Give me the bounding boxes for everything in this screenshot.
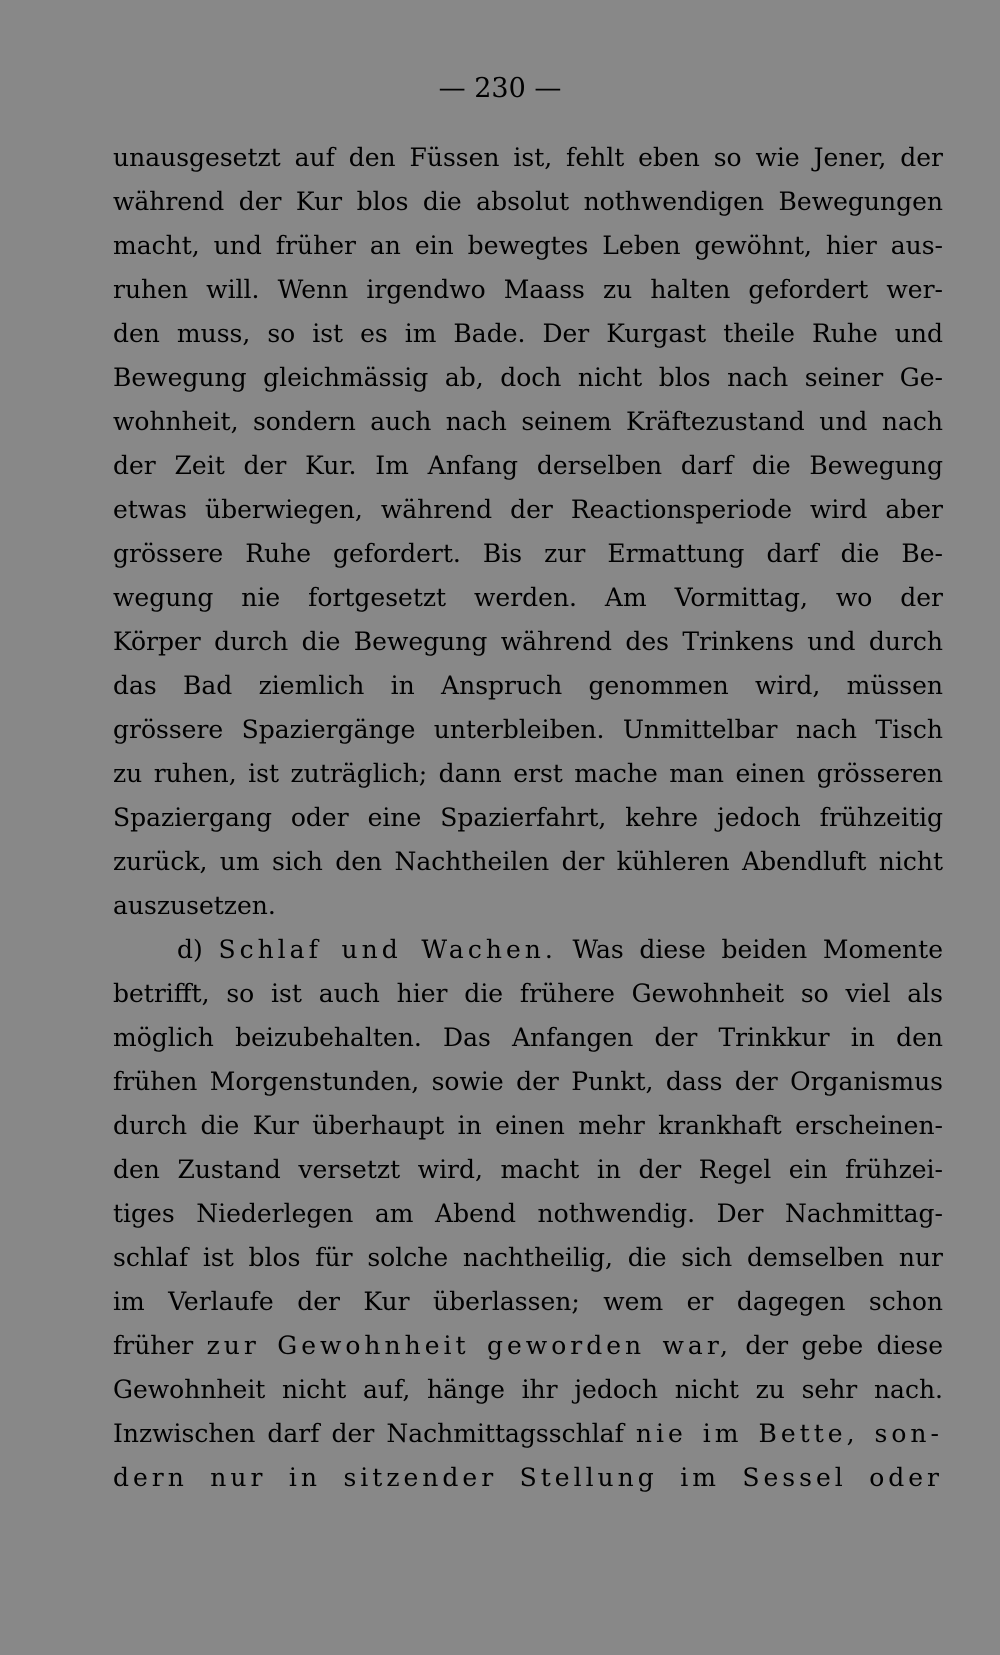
text-line: tiges Niederlegen am Abend nothwendig. Der Nachmittag- — [113, 1199, 943, 1228]
text-line-section-start — [113, 928, 943, 972]
paragraph-activity — [113, 136, 943, 928]
text-line: Bewegung gleichmässig ab, doch nicht blos nach seiner Ge- — [113, 363, 943, 392]
text-line: auszusetzen. — [113, 891, 276, 920]
text-line: den Zustand versetzt wird, macht in der Regel ein frühzei- — [113, 1155, 943, 1184]
text-line: wohnheit, sondern auch nach seinem Kräftezustand und nach — [113, 407, 943, 436]
text-line: frühen Morgenstunden, sowie der Punkt, dass der Organismus — [113, 1067, 943, 1096]
text-line: betrifft, so ist auch hier die frühere Gewohnheit so viel als — [113, 979, 943, 1008]
text-line: während der Kur blos die absolut nothwendigen Bewegungen — [113, 187, 943, 216]
text-line-spaced: dern nur in sitzender Stellung im Sessel oder — [113, 1463, 943, 1492]
page-number: — 230 — — [438, 73, 562, 104]
text-line: im Verlaufe der Kur überlassen; wem er dagegen schon — [113, 1287, 943, 1316]
text-line: grössere Spaziergänge unterbleiben. Unmittelbar nach Tisch — [113, 715, 943, 744]
text-line: der Zeit der Kur. Im Anfang derselben darf die Bewegung — [113, 451, 943, 480]
text-line: grössere Ruhe gefordert. Bis zur Ermattung darf die Be- — [113, 539, 943, 568]
section-heading: Schlaf und Wachen. — [218, 935, 557, 964]
text-line: etwas überwiegen, während der Reactionsperiode wird aber — [113, 495, 943, 524]
text-line: ruhen will. Wenn irgendwo Maass zu halten gefordert wer- — [113, 275, 943, 304]
paragraph-sleep-and-waking — [113, 928, 943, 1500]
text-line: Gewohnheit nicht auf, hänge ihr jedoch nicht zu sehr nach. — [113, 1375, 943, 1404]
text-line: unausgesetzt auf den Füssen ist, fehlt eben so wie Jener, der — [113, 143, 943, 172]
body-text — [113, 136, 943, 1500]
text-line: durch die Kur überhaupt in einen mehr krankhaft erscheinen- — [113, 1111, 943, 1140]
spaced-emphasis: nie im Bette, son- — [635, 1419, 943, 1448]
text-line: zu ruhen, ist zuträglich; dann erst mache man einen grösseren — [113, 759, 943, 788]
text-line: schlaf ist blos für solche nachtheilig, die sich demselben nur — [113, 1243, 943, 1272]
spaced-emphasis: zur Gewohnheit geworden war, — [206, 1331, 732, 1360]
text-line: Spaziergang oder eine Spazierfahrt, kehre jedoch frühzeitig — [113, 803, 943, 832]
text-line — [113, 1324, 943, 1368]
text-segment: Inzwischen darf der Nachmittagsschlaf — [113, 1419, 636, 1448]
text-line: wegung nie fortgesetzt werden. Am Vormittag, wo der — [113, 583, 943, 612]
text-line: zurück, um sich den Nachtheilen der kühleren Abendluft nicht — [113, 847, 943, 876]
text-segment: früher — [113, 1331, 207, 1360]
text-line: macht, und früher an ein bewegtes Leben gewöhnt, hier aus- — [113, 231, 943, 260]
text-line: das Bad ziemlich in Anspruch genommen wird, müssen — [113, 671, 943, 700]
text-line: den muss, so ist es im Bade. Der Kurgast theile Ruhe und — [113, 319, 943, 348]
text-segment: Was diese beiden Momente — [556, 935, 944, 964]
text-line: möglich beizubehalten. Das Anfangen der Trinkkur in den — [113, 1023, 943, 1052]
section-label: d) — [177, 935, 219, 964]
text-line: Körper durch die Bewegung während des Trinkens und durch — [113, 627, 943, 656]
text-line — [113, 1412, 943, 1456]
text-segment: der gebe diese — [731, 1331, 943, 1360]
